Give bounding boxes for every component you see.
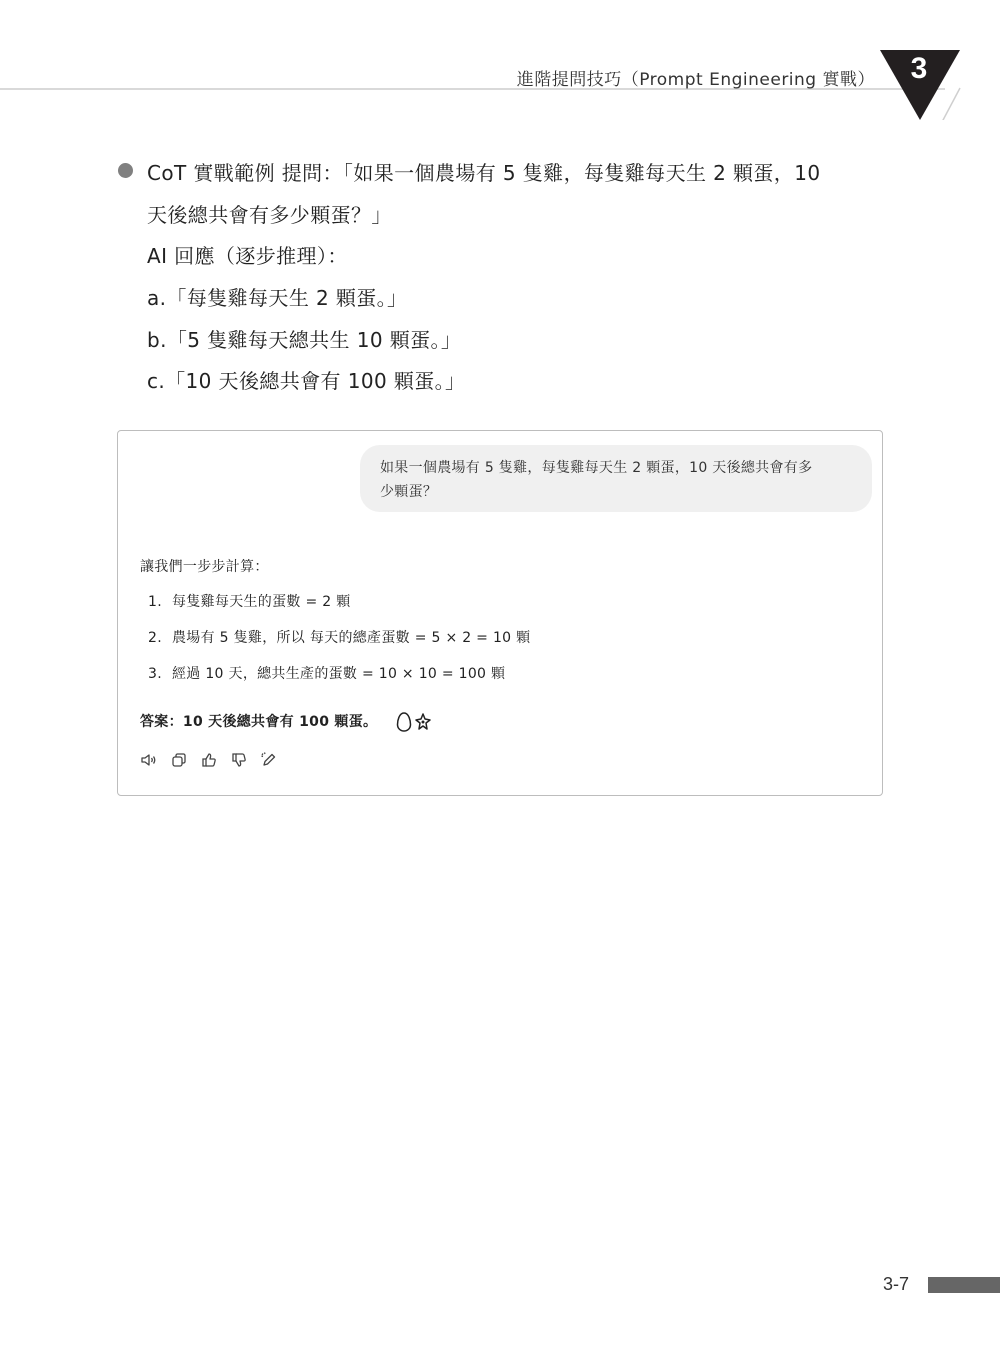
body-line-2: 天後總共會有多少顆蛋？」 <box>147 203 392 227</box>
chat-screenshot <box>117 430 883 796</box>
egg-icon <box>396 712 412 732</box>
user-message-line-1: 如果一個農場有 5 隻雞，每隻雞每天生 2 顆蛋，10 天後總共會有多 <box>380 460 813 476</box>
reply-intro: 讓我們一步步計算： <box>140 559 269 575</box>
bullet-icon <box>118 163 133 178</box>
speaker-icon[interactable] <box>140 751 158 769</box>
reply-step <box>148 663 505 683</box>
message-toolbar <box>140 751 278 771</box>
step-b: b.「5 隻雞每天總共生 10 顆蛋。」 <box>147 328 462 352</box>
step-c: c.「10 天後總共會有 100 顆蛋。」 <box>147 369 466 393</box>
edit-regenerate-icon[interactable] <box>260 751 278 769</box>
copy-icon[interactable] <box>170 751 188 769</box>
step-text: 每隻雞每天生的蛋數 = 2 顆 <box>172 594 351 610</box>
page-number: 3-7 <box>883 1274 910 1294</box>
step-a: a.「每隻雞每天生 2 顆蛋。」 <box>147 286 408 310</box>
step-text: 農場有 5 隻雞，所以 每天的總產蛋數 = 5 × 2 = 10 顆 <box>172 630 531 646</box>
body-line-1: CoT 實戰範例 提問：「如果一個農場有 5 隻雞，每隻雞每天生 2 顆蛋，10 <box>147 161 821 185</box>
step-number: 1. <box>148 594 162 610</box>
reply-answer: 答案：10 天後總共會有 100 顆蛋。 <box>140 714 378 730</box>
running-header-title: 進階提問技巧（Prompt Engineering 實戰） <box>516 70 875 90</box>
step-number: 2. <box>148 630 162 646</box>
user-message-bubble <box>360 445 872 512</box>
chick-icon <box>414 712 432 732</box>
thumbs-down-icon[interactable] <box>230 751 248 769</box>
step-text: 經過 10 天，總共生產的蛋數 = 10 × 10 = 100 顆 <box>172 666 506 682</box>
body-line-3: AI 回應（逐步推理）： <box>147 244 348 268</box>
reply-step <box>148 627 530 647</box>
reply-step <box>148 591 351 611</box>
page-number-bar <box>928 1277 1000 1293</box>
thumbs-up-icon[interactable] <box>200 751 218 769</box>
user-message-line-2: 少顆蛋？ <box>380 484 438 500</box>
step-number: 3. <box>148 666 162 682</box>
chapter-number: 3 <box>910 52 928 85</box>
